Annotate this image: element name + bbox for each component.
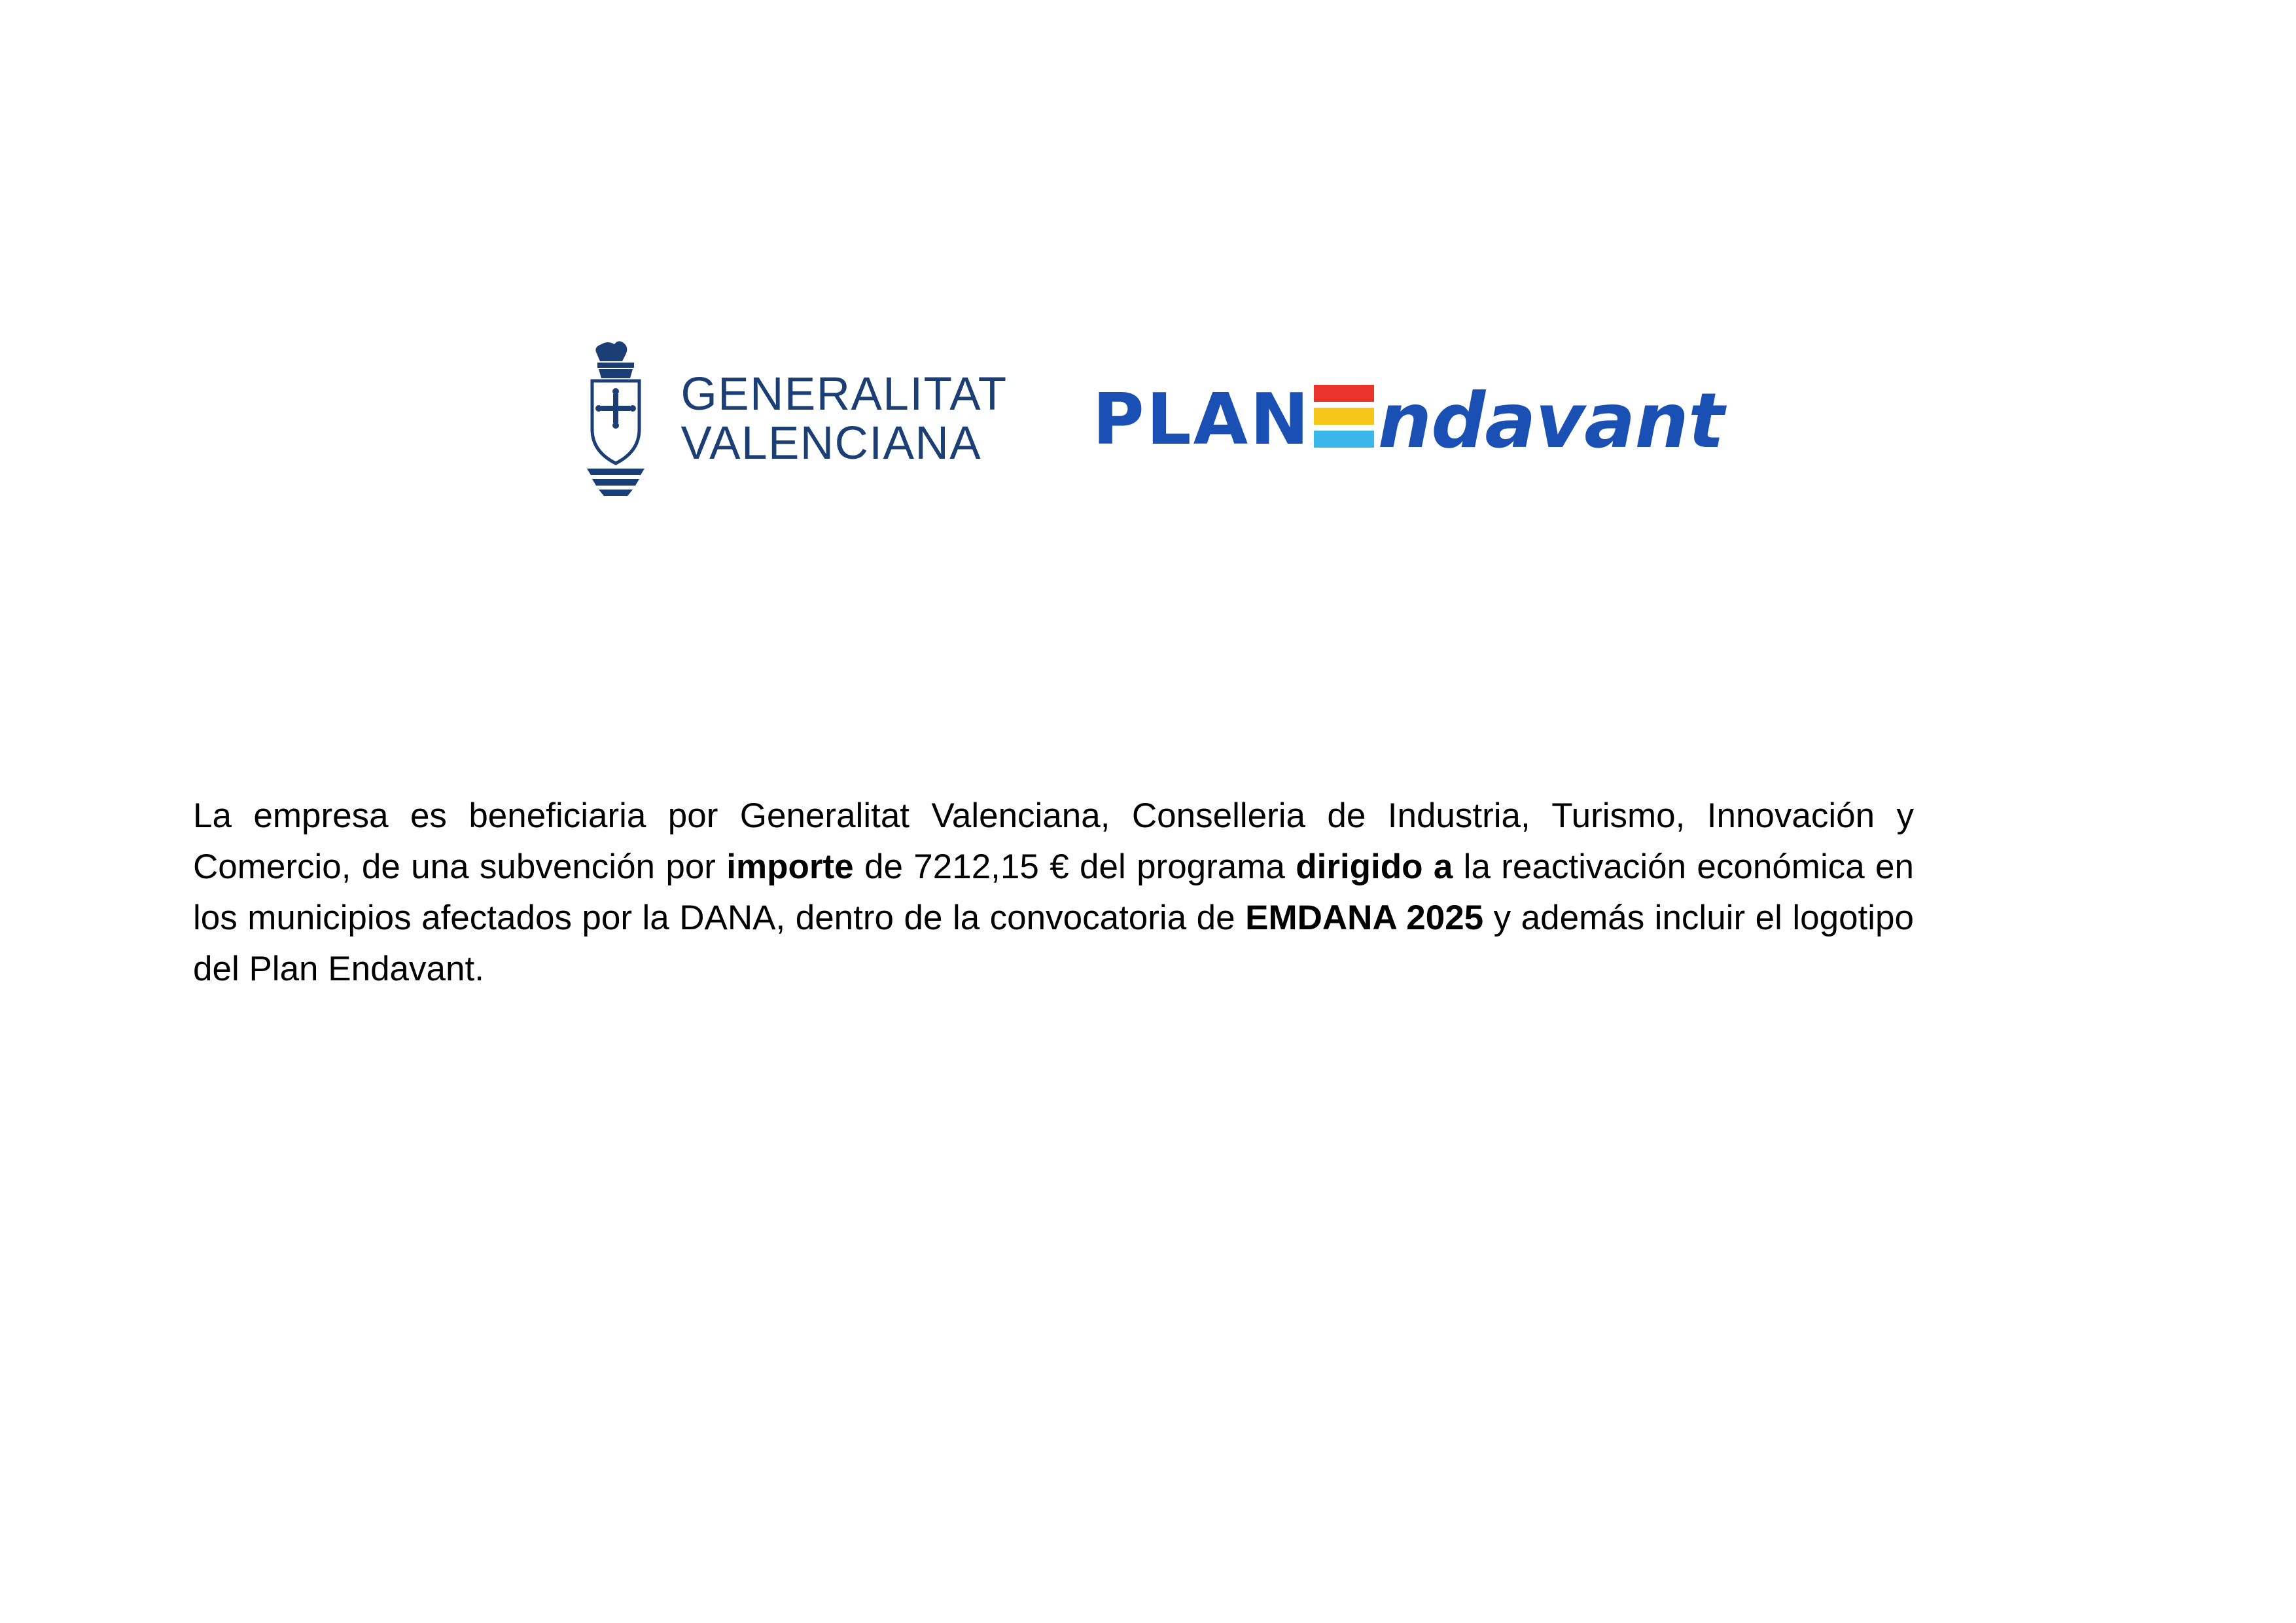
generalitat-wordmark-line1: GENERALITAT (680, 368, 1008, 420)
logo-row (573, 340, 1724, 497)
endavant-wordmark: ndavant (1377, 377, 1724, 465)
generalitat-valenciana-logo (573, 340, 1008, 497)
generalitat-shield-icon (573, 340, 659, 497)
generalitat-wordmark (681, 370, 1008, 469)
paragraph-segment: y además incluir el logotipo del Plan Endavant. (193, 898, 1914, 988)
plan-endavant-logo (1092, 377, 1724, 465)
senyera-flag-icon (1314, 385, 1374, 448)
paragraph-segment: la reactivación económica en los municipios afectados por la DANA, dentro de la convocatoria de (193, 847, 1914, 937)
plan-wordmark: PLAN (1092, 379, 1311, 461)
body-paragraph (193, 791, 1914, 995)
paragraph-segment-bold: EMDANA 2025 (1245, 898, 1484, 937)
generalitat-wordmark-line2: VALENCIANA (680, 418, 982, 469)
paragraph-segment-bold: importe (726, 847, 854, 886)
paragraph-segment-bold: dirigido a (1296, 847, 1453, 886)
logo-band (0, 340, 2296, 497)
paragraph-segment: La empresa es beneficiaria por Generalitat Valenciana, Conselleria de Industria, Turismo, Innovación y Comercio, de una subvención por (193, 796, 1914, 886)
paragraph-segment: de 7212,15 € del programa (853, 847, 1296, 886)
